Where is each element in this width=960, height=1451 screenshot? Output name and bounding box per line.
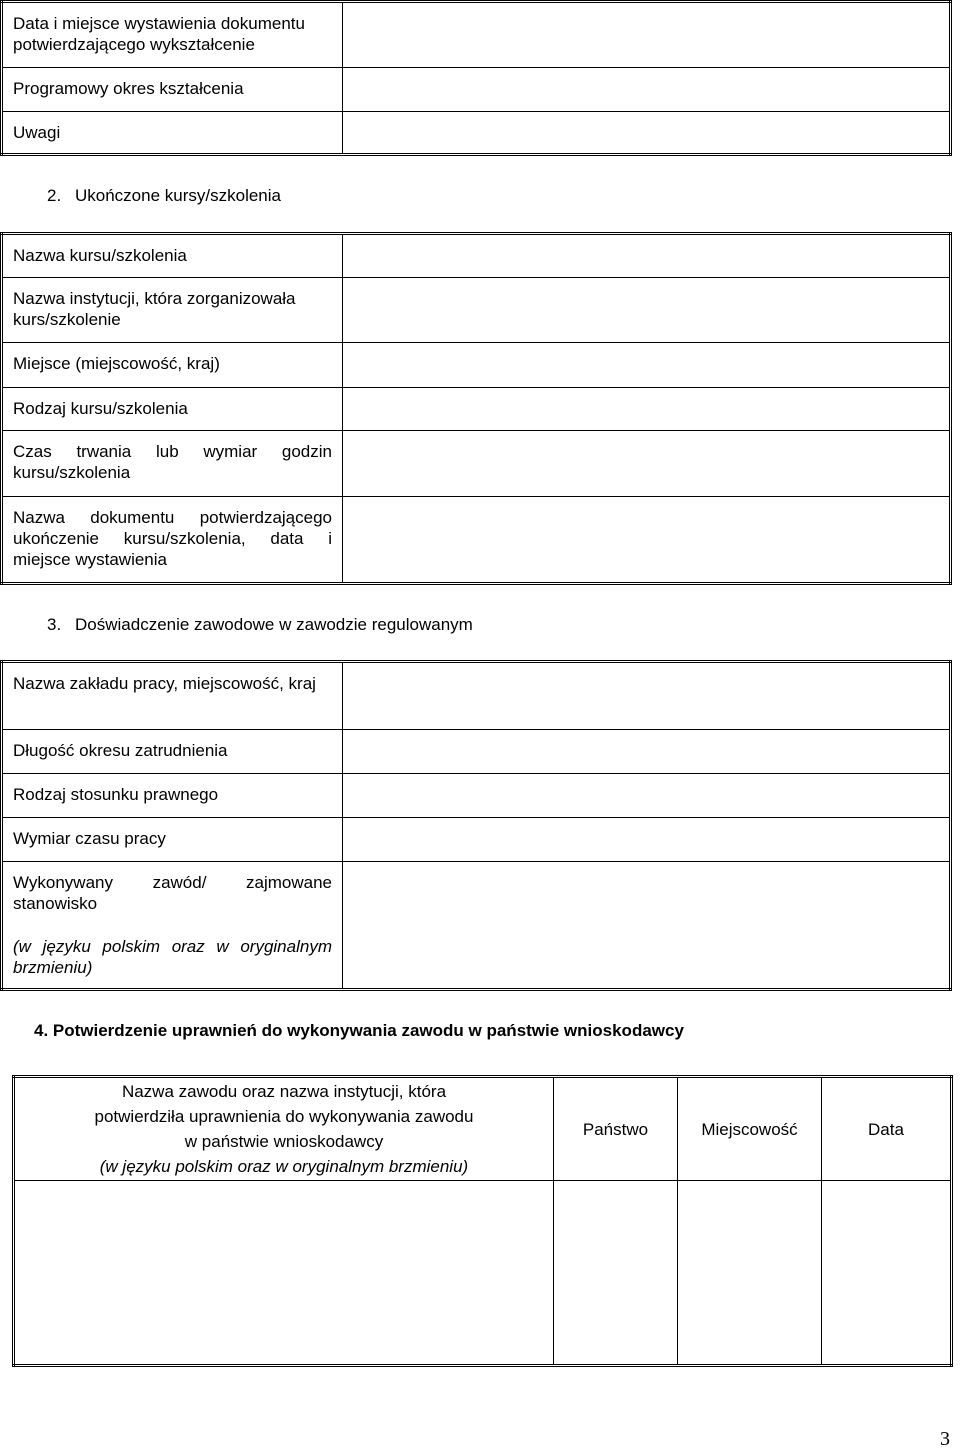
page-number: 3 xyxy=(940,1428,950,1450)
label-document-date-place: Data i miejsce wystawienia dokumentu potwierdzającego wykształcenie xyxy=(2,2,343,68)
profession-header-line2: potwierdziła uprawnienia do wykonywania zawodu xyxy=(94,1107,474,1126)
column-place: Miejscowość xyxy=(678,1077,822,1181)
experience-table xyxy=(0,660,952,991)
legal-relation-field[interactable] xyxy=(343,774,951,818)
section-2-title: Ukończone kursy/szkolenia xyxy=(75,186,281,205)
employment-length-field[interactable] xyxy=(343,730,951,774)
date-field[interactable] xyxy=(822,1181,952,1366)
label-certificate: Nazwa dokumentu potwierdzającego ukończenie kursu/szkolenia, data i miejsce wystawienia xyxy=(2,497,343,584)
working-time-field[interactable] xyxy=(343,818,951,862)
label-legal-relation: Rodzaj stosunku prawnego xyxy=(2,774,343,818)
program-period-field[interactable] xyxy=(343,68,951,112)
label-course-name: Nazwa kursu/szkolenia xyxy=(2,234,343,278)
label-place: Miejsce (miejscowość, kraj) xyxy=(2,343,343,388)
courses-table xyxy=(0,232,952,585)
section-2-number: 2. xyxy=(47,186,62,205)
profession-institution-field[interactable] xyxy=(14,1181,554,1366)
remarks-field[interactable] xyxy=(343,112,951,155)
label-remarks: Uwagi xyxy=(2,112,343,155)
profession-header-note: (w języku polskim oraz w oryginalnym brzmieniu) xyxy=(99,1157,469,1176)
document-date-place-field[interactable] xyxy=(343,2,951,68)
occupation-language-note: (w języku polskim oraz w oryginalnym brzmieniu) xyxy=(13,937,332,977)
label-employer: Nazwa zakładu pracy, miejscowość, kraj xyxy=(2,662,343,730)
education-table xyxy=(0,0,952,156)
section-3-number: 3. xyxy=(47,615,62,634)
label-employment-length: Długość okresu zatrudnienia xyxy=(2,730,343,774)
column-country: Państwo xyxy=(554,1077,678,1181)
label-organizer: Nazwa instytucji, która zorganizowała kurs/szkolenie xyxy=(2,278,343,343)
label-occupation xyxy=(2,862,343,990)
course-name-field[interactable] xyxy=(343,234,951,278)
organizer-field[interactable] xyxy=(343,278,951,343)
label-course-type: Rodzaj kursu/szkolenia xyxy=(2,388,343,431)
occupation-label-text: Wykonywany zawód/ zajmowane stanowisko xyxy=(13,873,332,913)
column-profession-institution xyxy=(14,1077,554,1181)
profession-header-line3: w państwie wnioskodawcy xyxy=(184,1132,384,1151)
place-field-4[interactable] xyxy=(678,1181,822,1366)
section-3-title: Doświadczenie zawodowe w zawodzie regulowanym xyxy=(75,615,473,634)
occupation-field[interactable] xyxy=(343,862,951,990)
profession-header-line1: Nazwa zawodu oraz nazwa instytucji, która xyxy=(121,1082,447,1101)
column-date: Data xyxy=(822,1077,952,1181)
section-3-heading xyxy=(47,614,473,635)
duration-field[interactable] xyxy=(343,431,951,497)
label-working-time: Wymiar czasu pracy xyxy=(2,818,343,862)
section-2-heading xyxy=(47,185,281,206)
certificate-field[interactable] xyxy=(343,497,951,584)
employer-field[interactable] xyxy=(343,662,951,730)
qualification-table xyxy=(12,1075,953,1367)
label-duration: Czas trwania lub wymiar godzin kursu/szkolenia xyxy=(2,431,343,497)
label-program-period: Programowy okres kształcenia xyxy=(2,68,343,112)
place-field[interactable] xyxy=(343,343,951,388)
section-4-heading: 4. Potwierdzenie uprawnień do wykonywania zawodu w państwie wnioskodawcy xyxy=(34,1021,684,1040)
course-type-field[interactable] xyxy=(343,388,951,431)
country-field[interactable] xyxy=(554,1181,678,1366)
